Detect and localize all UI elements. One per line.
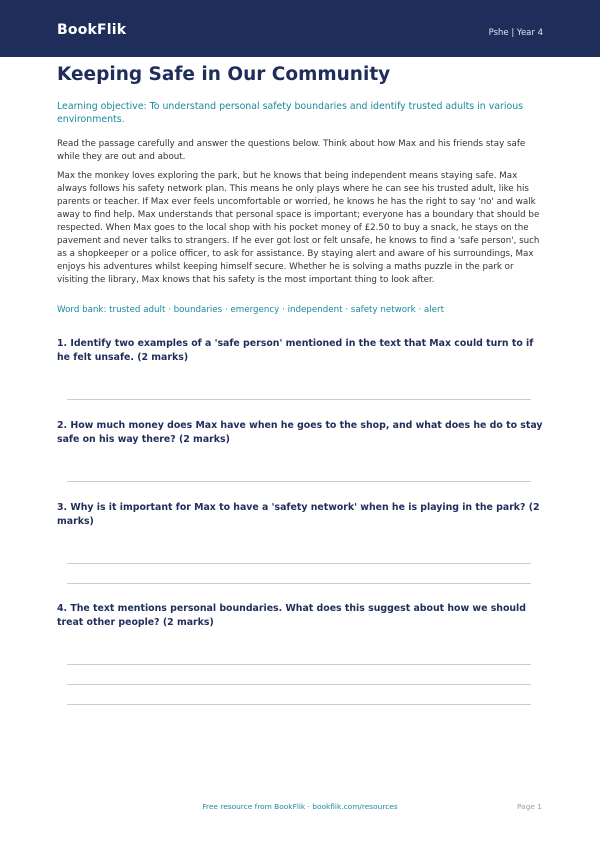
answer-line[interactable] bbox=[67, 704, 531, 705]
brand-logo-text: BookFlik bbox=[57, 22, 127, 38]
page-header bbox=[0, 0, 600, 57]
question-4: 4. The text mentions personal boundaries. What does this suggest about how we should treat other people? (2 marks) bbox=[57, 603, 526, 628]
word-bank: Word bank: trusted adult · boundaries · emergency · independent · safety network · alert bbox=[57, 305, 444, 315]
answer-line[interactable] bbox=[67, 583, 531, 584]
reading-passage: Max the monkey loves exploring the park, but he knows that being independent means staying safe. Max always follows his safety network plan. This means he only plays where he can see his trusted adult, like his parents or teacher. If Max ever feels uncomfortable or worried, he knows he has the right to say 'no' and walk away to find help. Max understands that personal space is important; everyone has a boundary that should be respected. When Max goes to the local shop with his pocket money of £2.50 to buy a snack, he stays on the pavement and never talks to strangers. If he ever got lost or felt unsafe, he knows to find a 'safe person', such as a shopkeeper or a police officer, to ask for assistance. By staying alert and aware of his surroundings, Max enjoys his adventures whilst keeping himself secure. Whether he is solving a maths puzzle in the park or visiting the library, Max knows that his safety is the most important thing to look after. bbox=[57, 171, 540, 285]
question-2: 2. How much money does Max have when he goes to the shop, and what does he do to stay safe on his way there? (2 marks) bbox=[57, 420, 543, 445]
page-number: Page 1 bbox=[517, 802, 542, 811]
answer-line[interactable] bbox=[67, 664, 531, 665]
answer-line[interactable] bbox=[67, 399, 531, 400]
question-3: 3. Why is it important for Max to have a 'safety network' when he is playing in the park? (2 marks) bbox=[57, 502, 540, 527]
question-1: 1. Identify two examples of a 'safe person' mentioned in the text that Max could turn to if he felt unsafe. (2 marks) bbox=[57, 338, 534, 363]
worksheet-title: Keeping Safe in Our Community bbox=[57, 64, 391, 85]
answer-line[interactable] bbox=[67, 481, 531, 482]
instructions-text: Read the passage carefully and answer the questions below. Think about how Max and his friends stay safe while they are out and about. bbox=[57, 139, 526, 162]
answer-line[interactable] bbox=[67, 563, 531, 564]
learning-objective: Learning objective: To understand personal safety boundaries and identify trusted adults in various environments. bbox=[57, 101, 524, 125]
answer-line[interactable] bbox=[67, 684, 531, 685]
footer-resource-link[interactable]: Free resource from BookFlik · bookflik.com/resources bbox=[202, 802, 398, 811]
subject-year-label: Pshe | Year 4 bbox=[488, 28, 543, 38]
